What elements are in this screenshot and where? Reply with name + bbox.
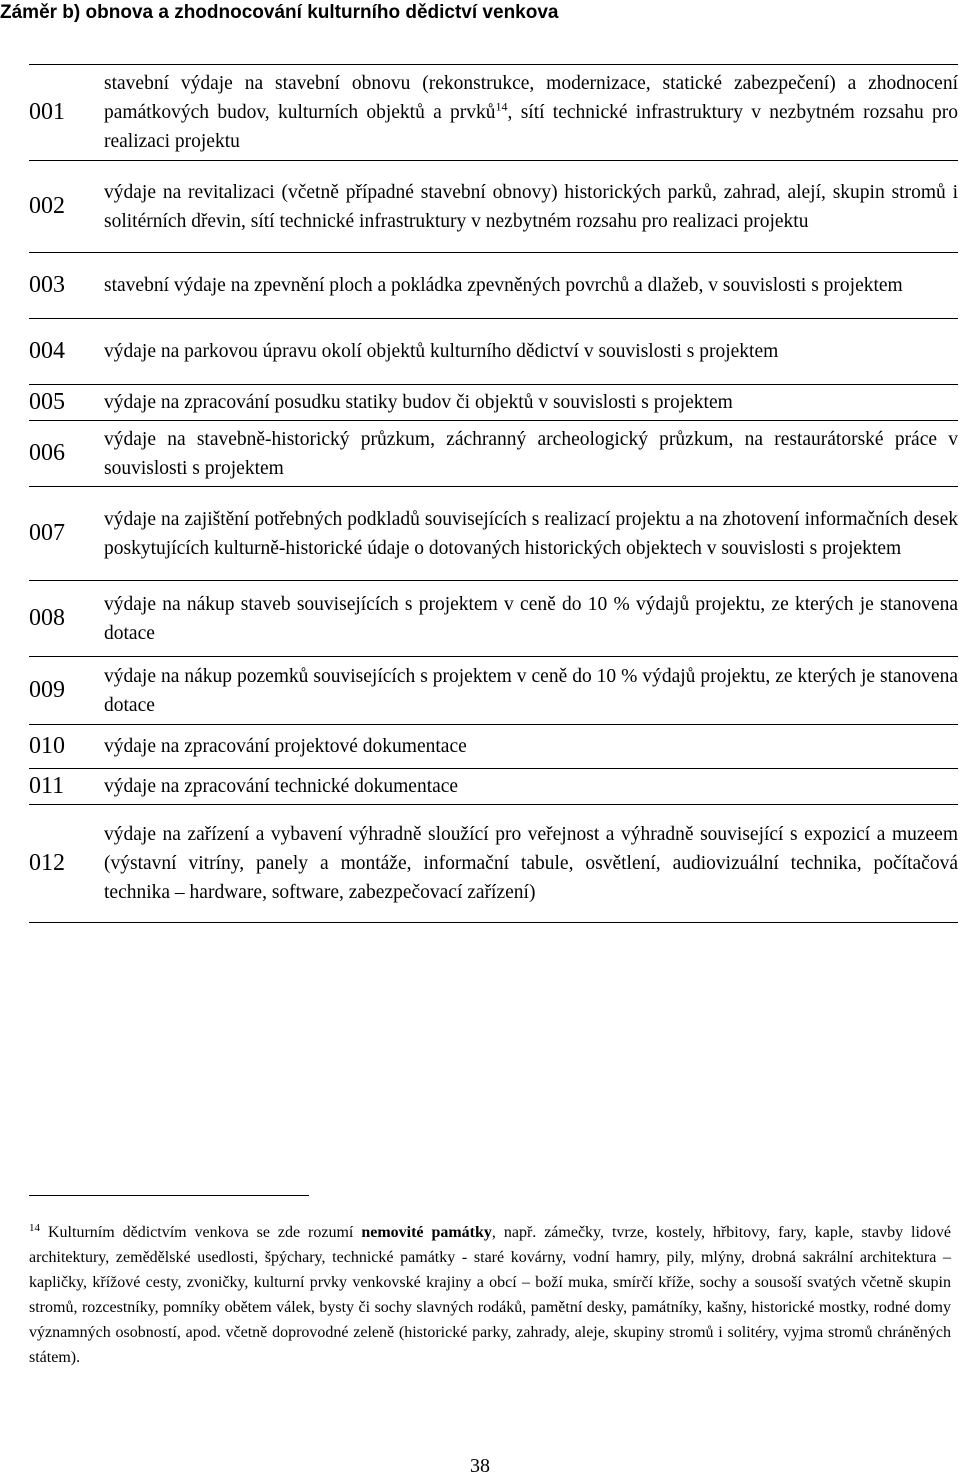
table-row [29, 65, 958, 161]
footnote-ref[interactable]: 14 [495, 99, 508, 114]
table-row [29, 581, 958, 657]
row-description: výdaje na stavebně-historický průzkum, záchranný archeologický průzkum, na restaurátorské práce v souvislosti s projektem [104, 421, 958, 487]
row-code: 004 [29, 319, 104, 385]
row-code: 001 [29, 65, 104, 161]
section-heading: Záměr b) obnova a zhodnocování kulturního dědictví venkova [0, 2, 559, 23]
row-code: 006 [29, 421, 104, 487]
row-description: stavební výdaje na stavební obnovu (rekonstrukce, modernizace, statické zabezpečení) a zhodnocení památkových budov, kulturních objektů a prvků$^{14}$, sítí technické infrastruktury v nezbytném rozsahu pro realizaci projektu [104, 65, 958, 161]
row-code: 005 [29, 385, 104, 421]
row-description: výdaje na zajištění potřebných podkladů souvisejících s realizací projektu a na zhotovení informačních desek poskytujících kulturně-historické údaje o dotovaných historických objektech v souvislosti s projektem [104, 487, 958, 581]
footnote-text-start: Kulturním dědictvím venkova se zde rozumí [48, 1224, 362, 1241]
table-row [29, 319, 958, 385]
table-row [29, 769, 958, 805]
row-description: výdaje na parkovou úpravu okolí objektů kulturního dědictví v souvislosti s projektem [104, 319, 958, 385]
row-description: výdaje na zpracování projektové dokumentace [104, 725, 958, 769]
footnote-bold-text: nemovité památky [361, 1224, 492, 1241]
table-row [29, 385, 958, 421]
row-code: 009 [29, 657, 104, 725]
table-row [29, 161, 958, 253]
row-description: výdaje na zařízení a vybavení výhradně sloužící pro veřejnost a výhradně související s expozicí a muzeem (výstavní vitríny, panely a montáže, informační tabule, osvětlení, audiovizuální technika, počítačová technika – hardware, software, zabezpečovací zařízení) [104, 805, 958, 923]
row-description: výdaje na nákup staveb souvisejících s projektem v ceně do 10 % výdajů projektu, ze kterých je stanovena dotace [104, 581, 958, 657]
row-code: 012 [29, 805, 104, 923]
expense-table [29, 64, 958, 923]
footnote-mark: 14 [29, 1222, 40, 1234]
row-code: 007 [29, 487, 104, 581]
row-description: výdaje na nákup pozemků souvisejících s projektem v ceně do 10 % výdajů projektu, ze kterých je stanovena dotace [104, 657, 958, 725]
row-description: stavební výdaje na zpevnění ploch a pokládka zpevněných povrchů a dlažeb, v souvislosti s projektem [104, 253, 958, 319]
row-code: 010 [29, 725, 104, 769]
row-description: výdaje na zpracování technické dokumentace [104, 769, 958, 805]
table-row [29, 487, 958, 581]
row-description: výdaje na zpracování posudku statiky budov či objektů v souvislosti s projektem [104, 385, 958, 421]
row-code: 011 [29, 769, 104, 805]
footnote [29, 1220, 951, 1370]
table-row [29, 805, 958, 923]
footnote-text-end: , např. zámečky, tvrze, kostely, hřbitovy, fary, kaple, stavby lidové architektury, zemědělské usedlosti, špýchary, technické památky - staré kovárny, vodní hamry, pily, mlýny, drobná sakrální architektura – kapličky, křížové cesty, zvoničky, kulturní prvky venkovské krajiny a obcí – boží muka, smírčí kříže, sochy a sousoší svatých včetně skupin stromů, rozcestníky, pomníky obětem válek, bysty či sochy slavných rodáků, pamětní desky, památníky, kašny, historické mostky, rodné domy významných osobností, apod. včetně doprovodné zeleně (historické parky, zahrady, aleje, skupiny stromů i solitéry, vyjma stromů chráněných státem). [29, 1224, 952, 1366]
row-code: 002 [29, 161, 104, 253]
page-number: 38 [470, 1455, 490, 1477]
row-code: 003 [29, 253, 104, 319]
table-row [29, 253, 958, 319]
footnote-separator [29, 1195, 309, 1196]
table-row [29, 725, 958, 769]
row-code: 008 [29, 581, 104, 657]
table-row [29, 657, 958, 725]
table-row [29, 421, 958, 487]
row-description: výdaje na revitalizaci (včetně případné stavební obnovy) historických parků, zahrad, alejí, skupin stromů i solitérních dřevin, sítí technické infrastruktury v nezbytném rozsahu pro realizaci projektu [104, 161, 958, 253]
